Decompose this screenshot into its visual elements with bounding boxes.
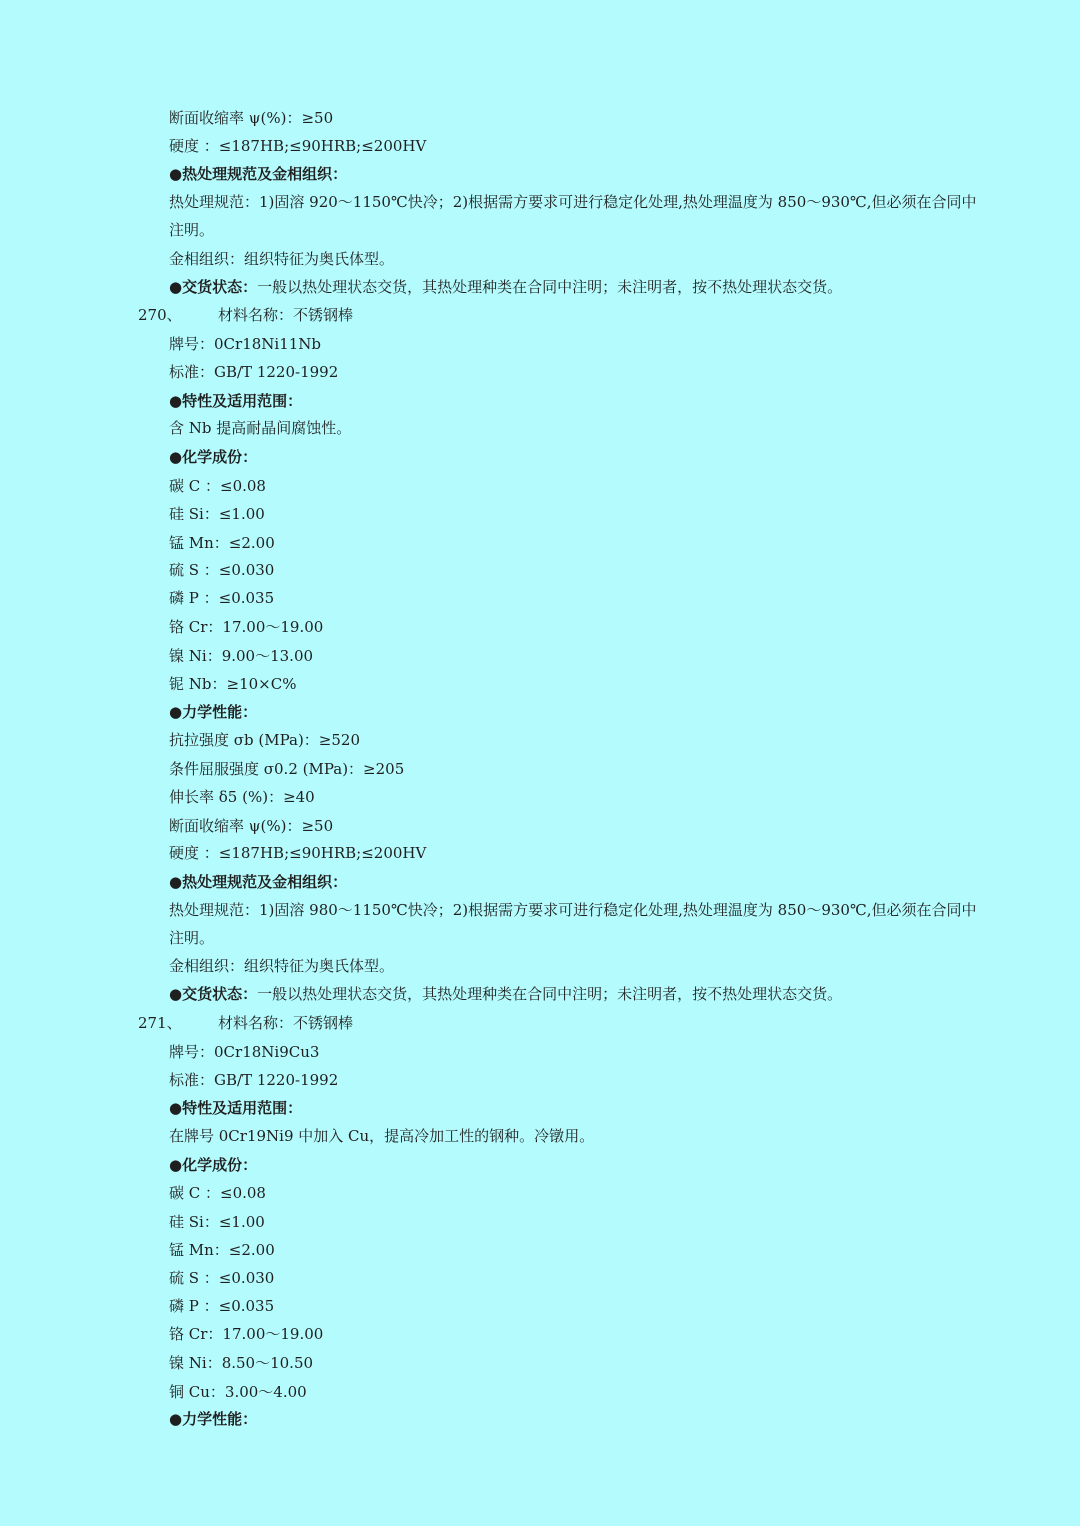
grade-line: 牌号：0Cr18Ni11Nb: [169, 335, 322, 353]
properties-text: 在牌号 0Cr19Ni9 中加入 Cu，提高冷加工性的钢种。冷镦用。: [169, 1127, 595, 1145]
delivery-state-line: [169, 277, 1080, 297]
hardness-line: 硬度 ：≤187HB;≤90HRB;≤200HV: [169, 137, 427, 155]
entry-number: 271、: [138, 1014, 182, 1032]
material-name: 材料名称：不锈钢棒: [218, 1014, 354, 1032]
chem-manganese: 锰 Mn：≤2.00: [169, 1241, 275, 1259]
hardness-line: 硬度 ：≤187HB;≤90HRB;≤200HV: [169, 844, 427, 862]
chem-chromium: 铬 Cr：17.00～19.00: [169, 618, 324, 636]
yield-strength-line: 条件屈服强度 σ0.2 (MPa)：≥205: [169, 760, 405, 778]
entry-number: 270、: [138, 306, 182, 324]
chem-phosphorus: 磷 P ：≤0.035: [169, 1297, 275, 1315]
chem-phosphorus: 磷 P ：≤0.035: [169, 589, 275, 607]
delivery-state-text: 一般以热处理状态交货，其热处理种类在合同中注明；未注明者，按不热处理状态交货。: [257, 278, 843, 296]
delivery-state-label: ●交货状态：: [169, 278, 258, 296]
heat-treatment-spec-line: 热处理规范：1)固溶 980～1150℃快冷；2)根据需方要求可进行稳定化处理,热处理温度为 850～930℃,但必须在合同中: [169, 901, 977, 919]
section-heading-heat-treatment: ●热处理规范及金相组织：: [169, 873, 348, 891]
chem-silicon: 硅 Si：≤1.00: [169, 505, 265, 523]
heat-treatment-spec-cont: 注明。: [169, 929, 215, 947]
delivery-state-label: ●交货状态：: [169, 985, 258, 1003]
chem-manganese: 锰 Mn：≤2.00: [169, 534, 275, 552]
delivery-state-text: 一般以热处理状态交货，其热处理种类在合同中注明；未注明者，按不热处理状态交货。: [257, 985, 843, 1003]
section-heading-heat-treatment: ●热处理规范及金相组织：: [169, 165, 348, 183]
section-heading-mechanical: ●力学性能：: [169, 703, 258, 721]
delivery-state-line: [169, 984, 1080, 1004]
material-name: 材料名称：不锈钢棒: [218, 306, 354, 324]
chem-sulfur: 硫 S ：≤0.030: [169, 561, 275, 579]
tensile-strength-line: 抗拉强度 σb (MPa)：≥520: [169, 731, 361, 749]
chem-carbon: 碳 C ：≤0.08: [169, 477, 266, 495]
reduction-of-area-line: 断面收缩率 ψ(%)：≥50: [169, 817, 334, 835]
section-heading-chemical: ●化学成份：: [169, 448, 258, 466]
chem-chromium: 铬 Cr：17.00～19.00: [169, 1325, 324, 1343]
section-heading-properties: ●特性及适用范围：: [169, 392, 303, 410]
chem-nickel: 镍 Ni：9.00～13.00: [169, 647, 314, 665]
chem-nickel: 镍 Ni：8.50～10.50: [169, 1354, 314, 1372]
entry-271-header: [138, 1013, 1080, 1033]
section-heading-properties: ●特性及适用范围：: [169, 1099, 303, 1117]
reduction-of-area-line: 断面收缩率 ψ(%)：≥50: [169, 109, 334, 127]
microstructure-line: 金相组织：组织特征为奥氏体型。: [169, 250, 395, 268]
chem-sulfur: 硫 S ：≤0.030: [169, 1269, 275, 1287]
section-heading-mechanical: ●力学性能：: [169, 1410, 258, 1428]
entry-270-header: [138, 305, 1080, 325]
properties-text: 含 Nb 提高耐晶间腐蚀性。: [169, 419, 352, 437]
heat-treatment-spec-cont: 注明。: [169, 221, 215, 239]
chem-copper: 铜 Cu：3.00～4.00: [169, 1383, 307, 1401]
grade-line: 牌号：0Cr18Ni9Cu3: [169, 1043, 320, 1061]
elongation-line: 伸长率 δ5 (%)：≥40: [169, 788, 315, 806]
standard-line: 标准：GB/T 1220-1992: [169, 1071, 339, 1089]
microstructure-line: 金相组织：组织特征为奥氏体型。: [169, 957, 395, 975]
chem-niobium: 铌 Nb：≥10×C%: [169, 675, 297, 693]
section-heading-chemical: ●化学成份：: [169, 1156, 258, 1174]
chem-carbon: 碳 C ：≤0.08: [169, 1184, 266, 1202]
chem-silicon: 硅 Si：≤1.00: [169, 1213, 265, 1231]
standard-line: 标准：GB/T 1220-1992: [169, 363, 339, 381]
heat-treatment-spec-line: 热处理规范：1)固溶 920～1150℃快冷；2)根据需方要求可进行稳定化处理,热处理温度为 850～930℃,但必须在合同中: [169, 193, 977, 211]
